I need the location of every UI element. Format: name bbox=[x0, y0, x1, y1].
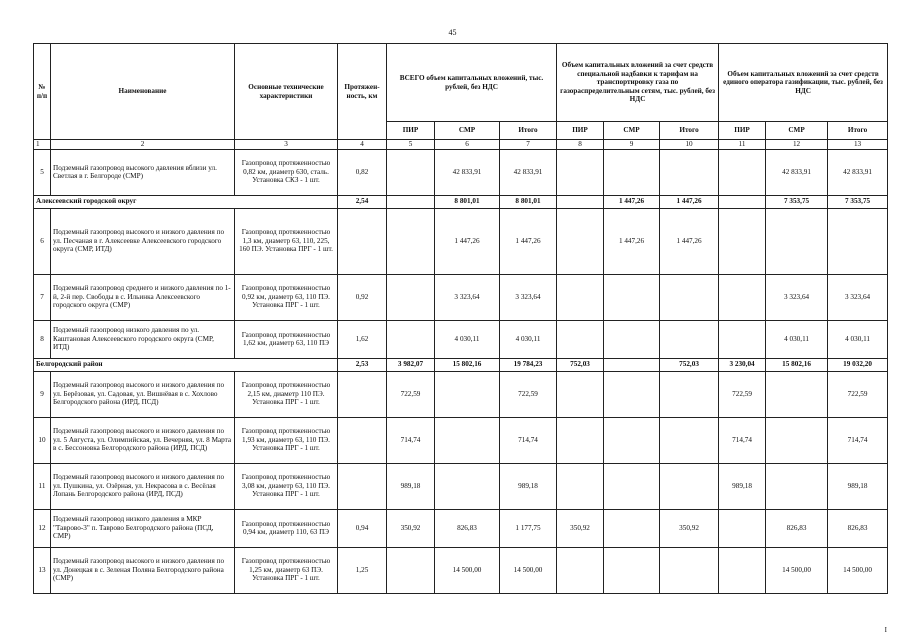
surcharge-itogo bbox=[660, 149, 719, 195]
total-smr: 8 801,01 bbox=[435, 195, 500, 208]
total-itogo: 3 323,64 bbox=[500, 274, 557, 320]
total-smr: 4 030,11 bbox=[435, 320, 500, 358]
surcharge-smr bbox=[604, 274, 660, 320]
object-name: Подземный газопровод высокого и низкого давления по ул. Донецкая в с. Зеленая Поляна Белгородского района (СМР) bbox=[51, 547, 235, 593]
object-name: Подземный газопровод высокого и низкого давления по ул. Песчаная в г. Алексеевке Алексеевского городского округа (СМР, ИТД) bbox=[51, 208, 235, 274]
operator-itogo: 989,18 bbox=[828, 463, 888, 509]
surcharge-pir bbox=[557, 417, 604, 463]
operator-smr: 14 500,00 bbox=[766, 547, 828, 593]
header-smr: СМР bbox=[766, 122, 828, 140]
length-km: 0,82 bbox=[338, 149, 387, 195]
row-number: 5 bbox=[34, 149, 51, 195]
tech-characteristics: Газопровод протяженностью 1,25 км, диаметр 63 ПЭ. Установка ПРГ - 1 шт. bbox=[235, 547, 338, 593]
operator-pir: 989,18 bbox=[719, 463, 766, 509]
total-itogo: 4 030,11 bbox=[500, 320, 557, 358]
table-row bbox=[34, 274, 888, 320]
header-itogo: Итого bbox=[500, 122, 557, 140]
header-itogo: Итого bbox=[660, 122, 719, 140]
operator-itogo bbox=[828, 208, 888, 274]
col-number: 13 bbox=[828, 140, 888, 150]
length-km: 2,53 bbox=[338, 358, 387, 371]
column-number-row bbox=[34, 140, 888, 150]
surcharge-smr bbox=[604, 509, 660, 547]
operator-smr: 42 833,91 bbox=[766, 149, 828, 195]
total-pir: 722,59 bbox=[387, 371, 435, 417]
surcharge-pir: 752,03 bbox=[557, 358, 604, 371]
total-pir bbox=[387, 547, 435, 593]
operator-pir: 3 230,04 bbox=[719, 358, 766, 371]
total-itogo: 42 833,91 bbox=[500, 149, 557, 195]
length-km: 0,92 bbox=[338, 274, 387, 320]
tech-characteristics: Газопровод протяженностью 0,82 км, диаметр 630, сталь. Установка СКЗ - 1 шт. bbox=[235, 149, 338, 195]
length-km: 2,54 bbox=[338, 195, 387, 208]
operator-itogo: 19 032,20 bbox=[828, 358, 888, 371]
operator-smr: 7 353,75 bbox=[766, 195, 828, 208]
total-itogo: 1 177,75 bbox=[500, 509, 557, 547]
length-km: 0,94 bbox=[338, 509, 387, 547]
row-number: 8 bbox=[34, 320, 51, 358]
header-itogo: Итого bbox=[828, 122, 888, 140]
total-smr bbox=[435, 417, 500, 463]
surcharge-smr bbox=[604, 320, 660, 358]
operator-smr bbox=[766, 417, 828, 463]
object-name: Подземный газопровод среднего и низкого давления по 1-й, 2-й пер. Свободы в с. Ильинка Алексеевского городского округа (СМР) bbox=[51, 274, 235, 320]
operator-smr: 4 030,11 bbox=[766, 320, 828, 358]
operator-itogo: 722,59 bbox=[828, 371, 888, 417]
operator-itogo: 42 833,91 bbox=[828, 149, 888, 195]
col-number: 12 bbox=[766, 140, 828, 150]
total-smr: 3 323,64 bbox=[435, 274, 500, 320]
surcharge-smr: 1 447,26 bbox=[604, 195, 660, 208]
table-row bbox=[34, 509, 888, 547]
col-number: 5 bbox=[387, 140, 435, 150]
header-operator-group: Объем капитальных вложений за счет средств единого оператора газификации, тыс. рублей, без НДС bbox=[719, 44, 888, 122]
col-number: 4 bbox=[338, 140, 387, 150]
header-pir: ПИР bbox=[719, 122, 766, 140]
header-length: Протяжен-ность, км bbox=[338, 44, 387, 140]
surcharge-pir: 350,92 bbox=[557, 509, 604, 547]
operator-smr bbox=[766, 371, 828, 417]
row-number: 9 bbox=[34, 371, 51, 417]
header-smr: СМР bbox=[604, 122, 660, 140]
operator-smr: 826,83 bbox=[766, 509, 828, 547]
tech-characteristics: Газопровод протяженностью 0,92 км, диаметр 63, 110 ПЭ. Установка ПРГ - 1 шт. bbox=[235, 274, 338, 320]
operator-itogo: 3 323,64 bbox=[828, 274, 888, 320]
table-row bbox=[34, 149, 888, 195]
operator-smr bbox=[766, 208, 828, 274]
surcharge-itogo bbox=[660, 371, 719, 417]
tech-characteristics: Газопровод протяженностью 2,15 км, диаметр 110 ПЭ. Установка ПРГ - 1 шт. bbox=[235, 371, 338, 417]
table-row bbox=[34, 371, 888, 417]
tech-characteristics: Газопровод протяженностью 0,94 км, диаметр 110, 63 ПЭ bbox=[235, 509, 338, 547]
surcharge-smr bbox=[604, 463, 660, 509]
operator-pir bbox=[719, 208, 766, 274]
total-pir: 714,74 bbox=[387, 417, 435, 463]
operator-pir bbox=[719, 195, 766, 208]
total-smr bbox=[435, 371, 500, 417]
length-km: 1,62 bbox=[338, 320, 387, 358]
surcharge-itogo: 350,92 bbox=[660, 509, 719, 547]
total-itogo: 8 801,01 bbox=[500, 195, 557, 208]
group-row bbox=[34, 195, 888, 208]
col-number: 10 bbox=[660, 140, 719, 150]
col-number: 6 bbox=[435, 140, 500, 150]
total-pir: 3 982,07 bbox=[387, 358, 435, 371]
object-name: Подземный газопровод высокого давления вблизи ул. Светлая в г. Белгороде (СМР) bbox=[51, 149, 235, 195]
group-row bbox=[34, 358, 888, 371]
length-km bbox=[338, 417, 387, 463]
total-smr bbox=[435, 463, 500, 509]
surcharge-pir bbox=[557, 274, 604, 320]
operator-pir bbox=[719, 149, 766, 195]
tech-characteristics: Газопровод протяженностью 1,62 км, диаметр 63, 110 ПЭ bbox=[235, 320, 338, 358]
surcharge-smr: 1 447,26 bbox=[604, 208, 660, 274]
col-number: 9 bbox=[604, 140, 660, 150]
total-itogo: 989,18 bbox=[500, 463, 557, 509]
total-smr: 1 447,26 bbox=[435, 208, 500, 274]
surcharge-pir bbox=[557, 208, 604, 274]
header-smr: СМР bbox=[435, 122, 500, 140]
row-number: 11 bbox=[34, 463, 51, 509]
header-num: № п/п bbox=[34, 44, 51, 140]
total-smr: 42 833,91 bbox=[435, 149, 500, 195]
surcharge-itogo bbox=[660, 463, 719, 509]
total-itogo: 19 784,23 bbox=[500, 358, 557, 371]
surcharge-smr bbox=[604, 371, 660, 417]
col-number: 1 bbox=[34, 140, 51, 150]
total-itogo: 714,74 bbox=[500, 417, 557, 463]
surcharge-pir bbox=[557, 371, 604, 417]
operator-smr bbox=[766, 463, 828, 509]
surcharge-itogo: 1 447,26 bbox=[660, 208, 719, 274]
row-number: 12 bbox=[34, 509, 51, 547]
table-row bbox=[34, 463, 888, 509]
total-itogo: 722,59 bbox=[500, 371, 557, 417]
header-pir: ПИР bbox=[387, 122, 435, 140]
operator-pir bbox=[719, 274, 766, 320]
investment-table bbox=[33, 43, 888, 594]
operator-itogo: 826,83 bbox=[828, 509, 888, 547]
surcharge-pir bbox=[557, 195, 604, 208]
surcharge-smr bbox=[604, 358, 660, 371]
header-total-group: ВСЕГО объем капитальных вложений, тыс. рублей, без НДС bbox=[387, 44, 557, 122]
total-pir bbox=[387, 208, 435, 274]
length-km bbox=[338, 208, 387, 274]
surcharge-itogo bbox=[660, 417, 719, 463]
total-smr: 826,83 bbox=[435, 509, 500, 547]
tech-characteristics: Газопровод протяженностью 1,93 км, диаметр 63, 110 ПЭ. Установка ПРГ - 1 шт. bbox=[235, 417, 338, 463]
surcharge-itogo bbox=[660, 547, 719, 593]
object-name: Подземный газопровод низкого давления в МКР "Таврово-3" п. Таврово Белгородского района (ПСД, СМР) bbox=[51, 509, 235, 547]
operator-pir bbox=[719, 509, 766, 547]
table-row bbox=[34, 320, 888, 358]
total-pir bbox=[387, 149, 435, 195]
operator-smr: 3 323,64 bbox=[766, 274, 828, 320]
table-row bbox=[34, 208, 888, 274]
operator-smr: 15 802,16 bbox=[766, 358, 828, 371]
table-body bbox=[34, 149, 888, 593]
tech-characteristics: Газопровод протяженностью 3,08 км, диаметр 63, 110 ПЭ. Установка ПРГ - 1 шт. bbox=[235, 463, 338, 509]
object-name: Подземный газопровод высокого и низкого давления по ул. Берёзовая, ул. Садовая, ул. Вишнёвая в с. Хохлово Белгородского района (ИРД, ПСД) bbox=[51, 371, 235, 417]
total-itogo: 14 500,00 bbox=[500, 547, 557, 593]
surcharge-smr bbox=[604, 547, 660, 593]
total-itogo: 1 447,26 bbox=[500, 208, 557, 274]
total-pir bbox=[387, 195, 435, 208]
surcharge-itogo bbox=[660, 320, 719, 358]
operator-itogo: 4 030,11 bbox=[828, 320, 888, 358]
surcharge-smr bbox=[604, 417, 660, 463]
table-row bbox=[34, 547, 888, 593]
object-name: Подземный газопровод высокого и низкого давления по ул. Пушкина, ул. Озёрная, ул. Некрасова в с. Весёлая Лопань Белгородского района (ИРД, ПСД) bbox=[51, 463, 235, 509]
total-smr: 14 500,00 bbox=[435, 547, 500, 593]
object-name: Подземный газопровод низкого давления по ул. Каштановая Алексеевского городского округа (СМР, ИТД) bbox=[51, 320, 235, 358]
surcharge-itogo: 1 447,26 bbox=[660, 195, 719, 208]
col-number: 2 bbox=[51, 140, 235, 150]
page-number: 45 bbox=[448, 28, 457, 37]
operator-itogo: 14 500,00 bbox=[828, 547, 888, 593]
surcharge-pir bbox=[557, 547, 604, 593]
corner-mark: I bbox=[884, 626, 887, 634]
operator-pir: 714,74 bbox=[719, 417, 766, 463]
surcharge-pir bbox=[557, 149, 604, 195]
length-km bbox=[338, 463, 387, 509]
total-smr: 15 802,16 bbox=[435, 358, 500, 371]
table-row bbox=[34, 417, 888, 463]
operator-pir: 722,59 bbox=[719, 371, 766, 417]
total-pir: 989,18 bbox=[387, 463, 435, 509]
header-surcharge-group: Объем капитальных вложений за счет средств специальной надбавки к тарифам на транспортировку газа по газораспределительным сетям, тыс. рублей, без НДС bbox=[557, 44, 719, 122]
row-number: 7 bbox=[34, 274, 51, 320]
total-pir bbox=[387, 320, 435, 358]
col-number: 3 bbox=[235, 140, 338, 150]
length-km: 1,25 bbox=[338, 547, 387, 593]
operator-pir bbox=[719, 547, 766, 593]
object-name: Подземный газопровод высокого и низкого давления по ул. 5 Августа, ул. Олимпийская, ул. Вечерняя, ул. 8 Марта в с. Бессоновка Белгородского района (ИРД, ПСД) bbox=[51, 417, 235, 463]
total-pir bbox=[387, 274, 435, 320]
header-pir: ПИР bbox=[557, 122, 604, 140]
col-number: 7 bbox=[500, 140, 557, 150]
tech-characteristics: Газопровод протяженностью 1,3 км, диаметр 63, 110, 225, 160 ПЭ. Установка ПРГ - 1 шт. bbox=[235, 208, 338, 274]
surcharge-pir bbox=[557, 320, 604, 358]
total-pir: 350,92 bbox=[387, 509, 435, 547]
group-name: Алексеевский городской округ bbox=[34, 195, 338, 208]
operator-itogo: 714,74 bbox=[828, 417, 888, 463]
group-name: Белгородский район bbox=[34, 358, 338, 371]
surcharge-pir bbox=[557, 463, 604, 509]
row-number: 10 bbox=[34, 417, 51, 463]
operator-itogo: 7 353,75 bbox=[828, 195, 888, 208]
length-km bbox=[338, 371, 387, 417]
row-number: 6 bbox=[34, 208, 51, 274]
operator-pir bbox=[719, 320, 766, 358]
surcharge-itogo bbox=[660, 274, 719, 320]
col-number: 11 bbox=[719, 140, 766, 150]
col-number: 8 bbox=[557, 140, 604, 150]
row-number: 13 bbox=[34, 547, 51, 593]
header-tech: Основные технические характеристики bbox=[235, 44, 338, 140]
header-name: Наименование bbox=[51, 44, 235, 140]
surcharge-itogo: 752,03 bbox=[660, 358, 719, 371]
surcharge-smr bbox=[604, 149, 660, 195]
